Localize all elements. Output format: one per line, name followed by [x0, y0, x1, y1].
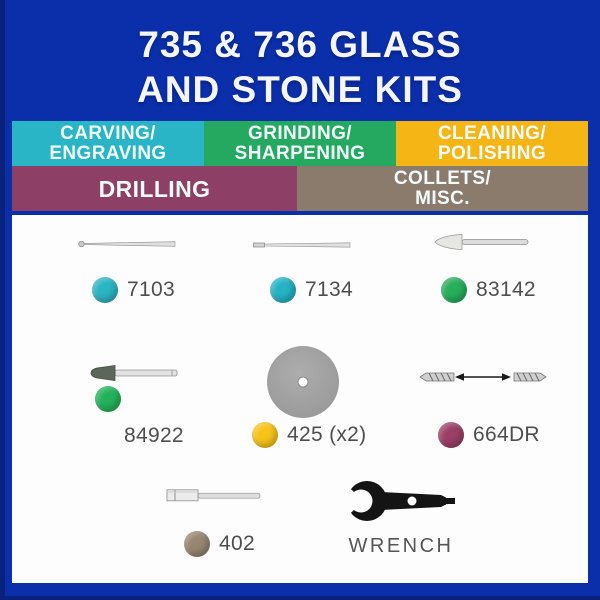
category-cleaning-polishing: [396, 121, 588, 166]
item-label: 425 (x2): [287, 423, 367, 446]
category-label: MISC.: [415, 187, 470, 209]
category-carving-engraving: [12, 121, 204, 166]
item-label: 7134: [305, 278, 353, 301]
category-drilling: [12, 166, 297, 211]
title-line-2: AND STONE KITS: [137, 69, 463, 110]
list-item-402: [184, 531, 255, 557]
wrench-icon: [346, 479, 456, 523]
title-line-1: 735 & 736 GLASS: [138, 24, 462, 65]
item-label: 402: [219, 532, 255, 555]
engraving-bit-7103-icon: [78, 239, 178, 249]
grinding-stone-83142-icon: [432, 233, 532, 251]
category-label: GRINDING/: [248, 122, 352, 144]
category-label: POLISHING: [437, 142, 547, 164]
category-label: COLLETS/: [393, 167, 492, 189]
category-row-2: [12, 166, 588, 211]
category-label: CARVING/: [60, 122, 156, 144]
item-label: 84922: [124, 424, 184, 447]
engraving-bit-7134-icon: [252, 240, 352, 250]
item-label: 664DR: [473, 423, 540, 446]
page-title: [0, 0, 600, 112]
polishing-wheel-425-icon: [265, 344, 341, 420]
category-label: DRILLING: [98, 175, 211, 202]
color-dot-polishing: [252, 422, 278, 448]
item-label: 83142: [476, 278, 536, 301]
category-grinding-sharpening: [204, 121, 396, 166]
color-dot-drilling: [438, 422, 464, 448]
color-dot-grinding: [95, 386, 121, 412]
category-row-1: [12, 121, 588, 166]
drill-bit-664dr-icon: [418, 369, 548, 385]
category-label: SHARPENING: [234, 142, 366, 164]
list-item-83142: [441, 277, 536, 303]
grinding-stone-84922-icon: [86, 364, 181, 382]
category-legend: [12, 121, 588, 211]
list-item-664dr: [438, 422, 540, 448]
list-item-7134: [270, 277, 353, 303]
items-panel: [12, 215, 588, 583]
list-item-425: [252, 422, 366, 448]
item-label: 7103: [127, 278, 175, 301]
color-dot-grinding: [441, 277, 467, 303]
color-dot-misc: [184, 531, 210, 557]
category-label: CLEANING/: [437, 122, 547, 144]
category-collets-misc: [297, 166, 588, 211]
category-label: ENGRAVING: [49, 142, 167, 164]
color-dot-carving: [270, 277, 296, 303]
item-label-wrench: WRENCH: [348, 535, 454, 557]
list-item-7103: [92, 277, 175, 303]
color-dot-carving: [92, 277, 118, 303]
mandrel-402-icon: [166, 487, 262, 505]
